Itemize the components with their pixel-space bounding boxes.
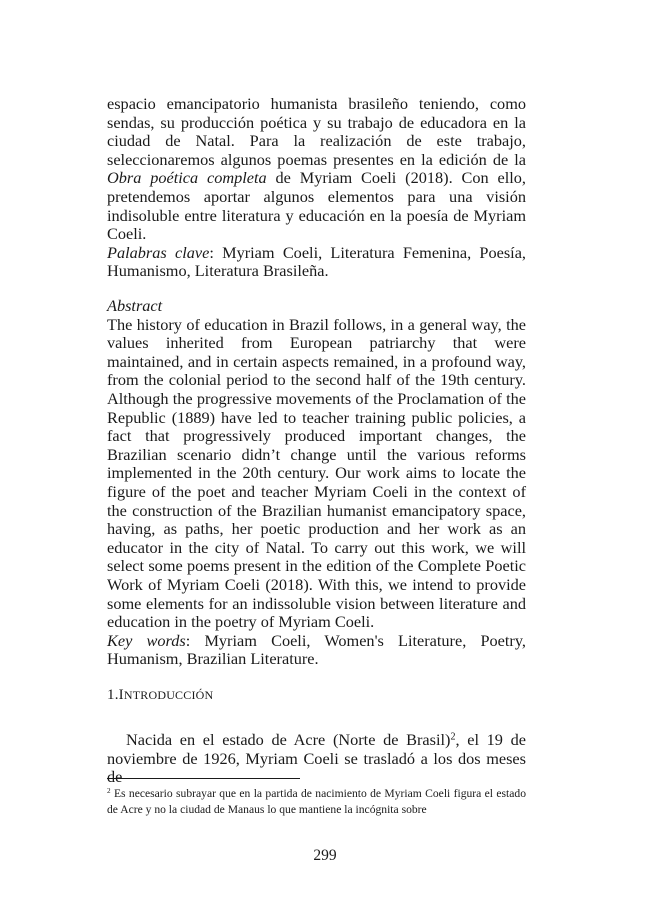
- spanish-abstract-paragraph: [107, 95, 526, 244]
- footnote-text: Es necesario subrayar que en la partida de nacimiento de Myriam Coeli figura el estado de Acre y no la ciudad de Manaus lo que mantiene la incógnita sobre: [107, 787, 526, 816]
- section-title-initial: I: [118, 687, 124, 703]
- english-keywords-text: : Myriam Coeli, Women's Literature, Poetry, Humanism, Brazilian Literature.: [107, 630, 526, 669]
- section-title-rest: NTRODUCCIÓN: [123, 688, 214, 702]
- section-heading-introduccion: [107, 686, 213, 705]
- intro-text-part2: , el 19 de noviembre de 1926, Myriam Coeli se trasladó a los dos meses de: [107, 730, 526, 787]
- spanish-keywords-text: : Myriam Coeli, Literatura Femenina, Poesía, Humanismo, Literatura Brasileña.: [107, 242, 526, 281]
- book-title: Obra poética completa: [107, 168, 267, 188]
- spanish-abstract-text-part2: de Myriam Coeli (2018). Con ello, pretendemos aportar algunos elementos para una visión indisoluble entre literatura y educación en la poesía de Myriam Coeli.: [107, 168, 526, 244]
- spanish-abstract-text-part1: espacio emancipatorio humanista brasileño teniendo, como sendas, su producción poética y su trabajo de educadora en la ciudad de Natal. Para la realización de este trabajo, seleccionaremos algunos poemas presentes en la edición de la: [107, 94, 526, 169]
- footnote-number: 2: [107, 787, 111, 796]
- spanish-keywords-label: Palabras clave: [107, 242, 210, 262]
- english-keywords-label: Key words: [107, 630, 186, 650]
- page-number: 299: [313, 847, 337, 864]
- english-keywords: [107, 632, 526, 669]
- section-number: 1.: [107, 687, 119, 703]
- footnote-divider: [107, 778, 300, 779]
- footnote-reference[interactable]: 2: [450, 731, 456, 743]
- abstract-heading: Abstract: [107, 296, 163, 315]
- english-abstract-paragraph: The history of education in Brazil follows, in a general way, the values inherited from European patriarchy that were maintained, and in certain aspects remained, in a profound way, from the colonial period to the second half of the 19th century. Although the progressive movements of the Proclamation of the Republic (1889) have led to teacher training public policies, a fact that progressively produced important changes, the Brazilian scenario didn’t change until the various reforms implemented in the 20th century. Our work aims to locate the figure of the poet and teacher Myriam Coeli in the context of the construction of the Brazilian humanist emancipatory space, having, as paths, her poetic production and her work as an educator in the city of Natal. To carry out this work, we will select some poems present in the edition of the Complete Poetic Work of Myriam Coeli (2018). With this, we intend to provide some elements for an indissoluble vision between literature and education in the poetry of Myriam Coeli.: [107, 314, 526, 632]
- spanish-keywords: [107, 244, 526, 281]
- footnote: [107, 786, 526, 817]
- intro-text-part1: Nacida en el estado de Acre (Norte de Brasil): [126, 730, 451, 749]
- english-abstract-section: [107, 297, 526, 669]
- spanish-abstract-section: [107, 95, 526, 281]
